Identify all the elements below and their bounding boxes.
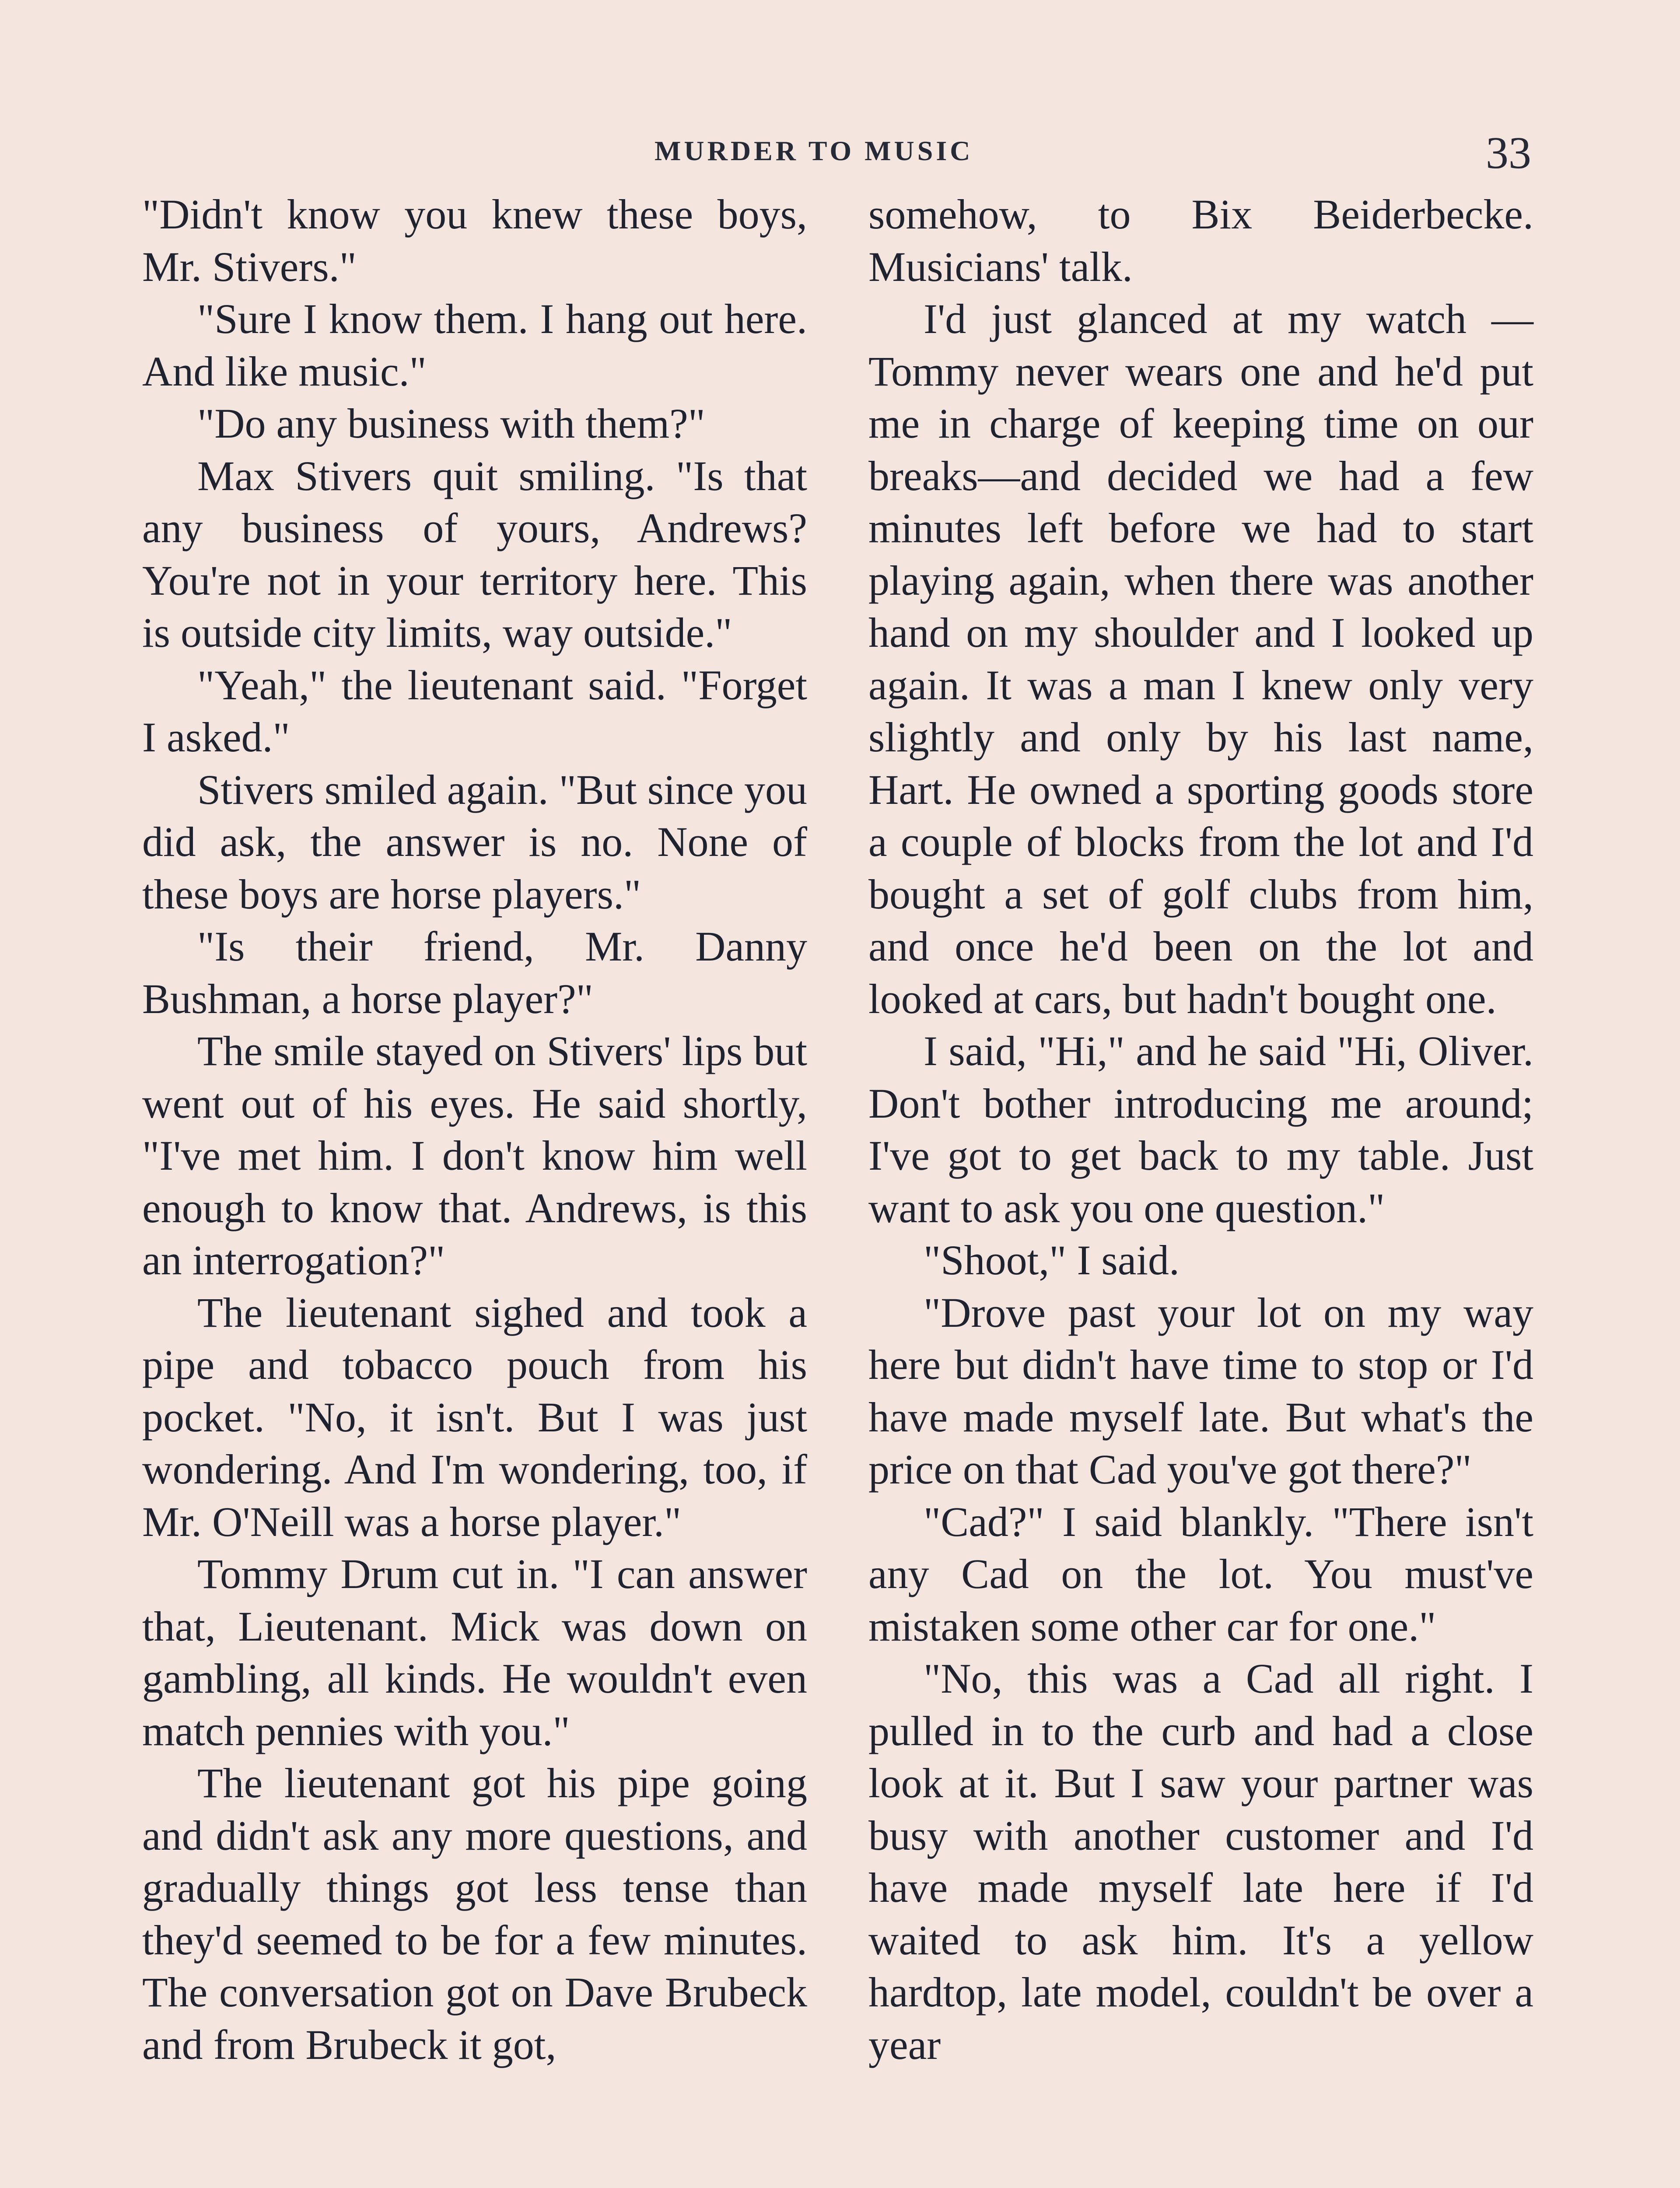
- paragraph: Stivers smiled again. "But since you did ask, the answer is no. None of these boys are horse players.": [142, 766, 807, 918]
- paragraph: The smile stayed on Stivers' lips but went out of his eyes. He said shortly, "I've met him. I don't know him well enough to know that. Andrews, is this an interrogation?": [142, 1027, 807, 1283]
- right-text-column: [868, 188, 1533, 2071]
- paragraph: "Is their friend, Mr. Danny Bushman, a horse player?": [142, 923, 807, 1022]
- paragraph: Tommy Drum cut in. "I can answer that, Lieutenant. Mick was down on gambling, all kinds. He wouldn't even match pennies with you.": [142, 1550, 807, 1754]
- paragraph: "Didn't know you knew these boys, Mr. Stivers.": [142, 191, 807, 290]
- left-text-column: [142, 188, 807, 2071]
- paragraph: The lieutenant got his pipe going and didn't ask any more questions, and gradually things got less tense than they'd seemed to be for a few minutes. The conversation got on Dave Brubeck and from Brubeck it got,: [142, 1760, 807, 2068]
- paragraph: "Yeah," the lieutenant said. "Forget I asked.": [142, 661, 807, 761]
- paragraph: "Cad?" I said blankly. "There isn't any Cad on the lot. You must've mistaken some other car for one.": [868, 1498, 1533, 1650]
- paragraph: I said, "Hi," and he said "Hi, Oliver. Don't bother introducing me around; I've got to get back to my table. Just want to ask you one question.": [868, 1027, 1533, 1231]
- paragraph: "Shoot," I said.: [924, 1237, 1180, 1283]
- paragraph: "Drove past your lot on my way here but didn't have time to stop or I'd have made myself late. But what's the price on that Cad you've got there?": [868, 1289, 1533, 1493]
- paragraph: "Do any business with them?": [197, 400, 705, 447]
- paragraph: "Sure I know them. I hang out here. And like music.": [142, 295, 807, 395]
- paragraph: Max Stivers quit smiling. "Is that any business of yours, Andrews? You're not in your territory here. This is outside city limits, way outside.": [142, 452, 807, 656]
- paragraph: "No, this was a Cad all right. I pulled in to the curb and had a close look at it. But I saw your partner was busy with another customer and I'd have made myself late here if I'd waited to ask him. It's a yellow hardtop, late model, couldn't be over a year: [868, 1655, 1533, 2068]
- paragraph: somehow, to Bix Beiderbecke. Musicians' talk.: [868, 191, 1533, 290]
- running-head: MURDER TO MUSIC: [654, 135, 973, 166]
- paragraph: The lieutenant sighed and took a pipe and tobacco pouch from his pocket. "No, it isn't. But I was just wondering. And I'm wondering, too, if Mr. O'Neill was a horse player.": [142, 1289, 807, 1545]
- page-number: 33: [1486, 128, 1531, 178]
- paragraph: I'd just glanced at my watch —Tommy never wears one and he'd put me in charge of keeping time on our breaks—and decided we had a few minutes left before we had to start playing again, when there was another hand on my shoulder and I looked up again. It was a man I knew only very slightly and only by his last name, Hart. He owned a sporting goods store a couple of blocks from the lot and I'd bought a set of golf clubs from him, and once he'd been on the lot and looked at cars, but hadn't bought one.: [868, 295, 1533, 1022]
